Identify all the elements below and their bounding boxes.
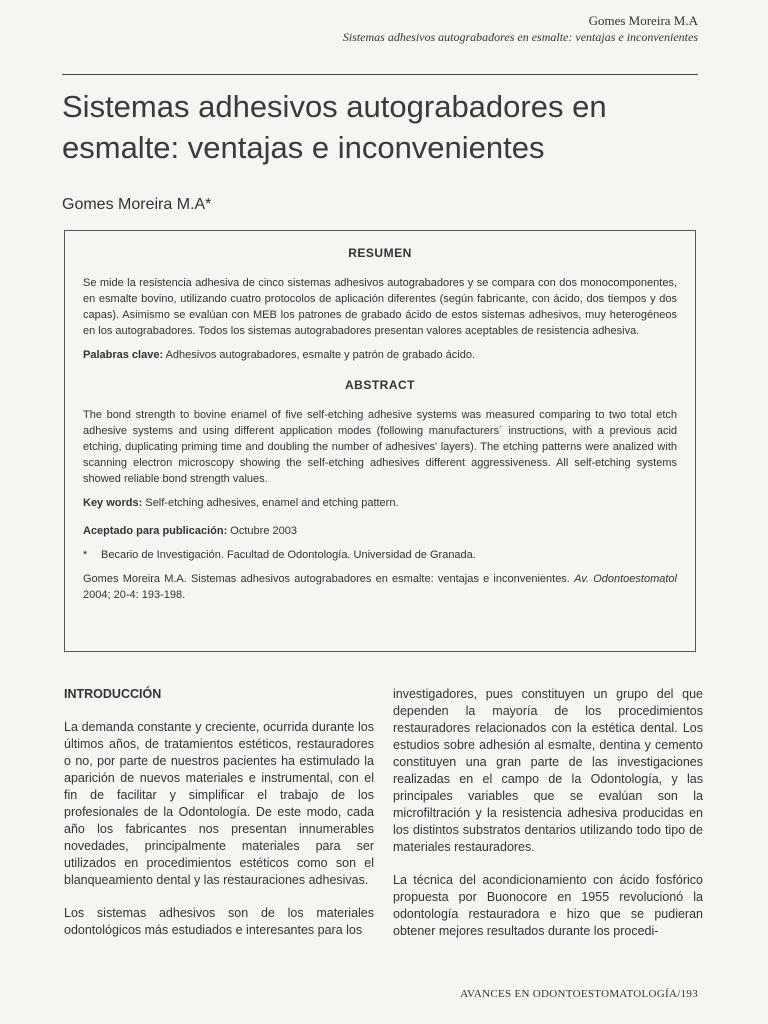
page-footer: AVANCES EN ODONTOESTOMATOLOGÍA/193: [460, 988, 698, 1000]
article-title: Sistemas adhesivos autograbadores en esmalte: ventajas e inconvenientes: [62, 89, 607, 165]
author-byline: Gomes Moreira M.A*: [62, 196, 212, 213]
accepted-date: [83, 523, 677, 539]
running-head: [343, 12, 698, 45]
palabras-clave-label: Palabras clave:: [83, 349, 164, 361]
top-rule: [62, 74, 698, 75]
citation-journal: Av. Odontoestomatol: [574, 573, 677, 585]
citation-details: 2004; 20-4: 193-198.: [83, 589, 186, 601]
footnote-mark: *: [83, 549, 88, 561]
citation-text: Gomes Moreira M.A. Sistemas adhesivos autograbadores en esmalte: ventajas e inconvenientes.: [83, 573, 575, 585]
key-words: [83, 495, 677, 511]
abstract-heading: ABSTRACT: [345, 378, 415, 392]
body-paragraph: Los sistemas adhesivos son de los materiales odontológicos más estudiados e interesantes para los: [64, 906, 374, 937]
affiliation-text: Becario de Investigación. Facultad de Odontología. Universidad de Granada.: [101, 549, 476, 561]
right-column: [393, 686, 703, 956]
running-head-title: Sistemas adhesivos autograbadores en esmalte: ventajas e inconvenientes: [342, 30, 698, 44]
running-head-author: Gomes Moreira M.A: [588, 13, 698, 28]
key-words-label: Key words:: [83, 497, 143, 509]
accepted-label: Aceptado para publicación:: [83, 525, 228, 537]
palabras-clave-text: Adhesivos autograbadores, esmalte y patrón de grabado ácido.: [163, 349, 475, 361]
resumen-heading: RESUMEN: [348, 246, 412, 260]
body-paragraph: La demanda constante y creciente, ocurrida durante los últimos años, de tratamientos estéticos, restauradores o no, por parte de nuestros pacientes ha estimulado la aparición de nuevos materiales e instrumental, con el fin de facilitar y simplificar el trabajo de los profesionales de la Odontología. De este modo, cada año los fabricantes nos presentan innumerables novedades, principalmente materiales para ser utilizados en procedimientos estéticos como son el blanqueamiento dental y las restauraciones adhesivas.: [64, 720, 374, 887]
introduccion-heading: INTRODUCCIÓN: [64, 687, 162, 701]
citation: [83, 571, 677, 603]
left-column: [64, 686, 374, 955]
affiliation-footnote: [83, 547, 677, 563]
abstract-text: The bond strength to bovine enamel of five self-etching adhesive systems was measured comparing to two total etch adhesive systems and using different application modes (following manufacturers´ instructions, with a previous acid etching, duplicating priming time and doubling the number of adhesives' layers). The etching patterns were analized with scanning electron microscopy showing the self-etching adhesives different aggressiveness. All self-etching systems showed reliable bond strength values.: [83, 409, 677, 485]
abstract-box: [64, 230, 696, 652]
body-paragraph: investigadores, pues constituyen un grupo del que dependen la mayoría de los procedimientos restauradores relacionados con la estética dental. Los estudios sobre adhesión al esmalte, dentina y cemento constituyen una gran parte de las investigaciones realizadas en el campo de la Odontología, y las principales variables que se evalúan son la microfiltración y la resistencia adhesiva producidas en los distintos substratos dentarios utilizando todo tipo de materiales restauradores.: [393, 687, 703, 854]
accepted-value: Octubre 2003: [227, 525, 297, 537]
body-paragraph: La técnica del acondicionamiento con ácido fosfórico propuesta por Buonocore en 1955 revolucionó la odontología restauradora e hizo que se pudieran obtener mejores resultados durante los procedi-: [393, 873, 703, 938]
palabras-clave: [83, 347, 677, 363]
key-words-text: Self-etching adhesives, enamel and etching pattern.: [142, 497, 399, 509]
resumen-text: Se mide la resistencia adhesiva de cinco sistemas adhesivos autograbadores y se compara con dos monocomponentes, en esmalte bovino, utilizando cuatro protocolos de aplicación diferentes (según fabricante, con ácido, dos tiempos y dos capas). Asimismo se evalúan con MEB los patrones de grabado ácido de estos sistemas adhesivos, muy heterogéneos en los autograbadores. Todos los sistemas autograbadores presentan valores aceptables de resistencia adhesiva.: [83, 277, 677, 337]
